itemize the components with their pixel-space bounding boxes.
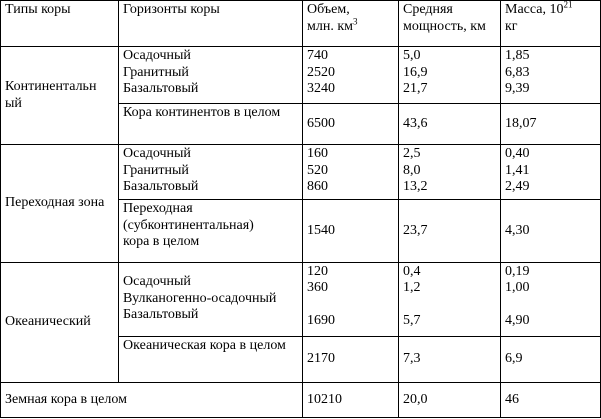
oceanic-thickness: 0,4 1,2 5,7: [399, 262, 501, 336]
continental-horizons: Осадочный Гранитный Базальтовый: [119, 47, 303, 104]
header-type: Типы коры: [1, 1, 119, 47]
transitional-total-volume: 1540: [303, 200, 399, 262]
header-thickness: Средняя мощность, км: [399, 1, 501, 47]
continental-total-thickness: 43,6: [399, 104, 501, 145]
transitional-thickness: 2,5 8,0 13,2: [399, 145, 501, 200]
transitional-mass: 0,40 1,41 2,49: [501, 145, 601, 200]
earth-total-thickness: 20,0: [399, 382, 501, 417]
oceanic-total-mass: 6,9: [501, 336, 601, 382]
continental-volumes: 740 2520 3240: [303, 47, 399, 104]
transitional-total-thickness: 23,7: [399, 200, 501, 262]
oceanic-layers-row: [1, 262, 601, 336]
header-row: [1, 1, 601, 47]
continental-type: Континентальн ый: [1, 47, 119, 145]
header-volume: Объем, млн. $км^3$: [303, 1, 399, 47]
continental-mass: 1,85 6,83 9,39: [501, 47, 601, 104]
earth-total-label: Земная кора в целом: [1, 382, 303, 417]
continental-total-mass: 18,07: [501, 104, 601, 145]
oceanic-mass: 0,19 1,00 4,90: [501, 262, 601, 336]
continental-total-label: Кора континентов в целом: [119, 104, 303, 145]
earth-total-volume: 10210: [303, 382, 399, 417]
oceanic-total-volume: 2170: [303, 336, 399, 382]
transitional-total-label: Переходная (субконтинентальная) кора в целом: [119, 200, 303, 262]
continental-total-volume: 6500: [303, 104, 399, 145]
oceanic-type: Океанический: [1, 262, 119, 382]
transitional-type: Переходная зона: [1, 145, 119, 262]
continental-thickness: 5,0 16,9 21,7: [399, 47, 501, 104]
transitional-total-mass: 4,30: [501, 200, 601, 262]
earth-total-row: [1, 382, 601, 417]
transitional-volumes: 160 520 860: [303, 145, 399, 200]
earth-total-mass: 46: [501, 382, 601, 417]
continental-layers-row: [1, 47, 601, 104]
oceanic-volumes: 120 360 1690: [303, 262, 399, 336]
transitional-layers-row: [1, 145, 601, 200]
transitional-horizons: Осадочный Гранитный Базальтовый: [119, 145, 303, 200]
oceanic-total-label: Океаническая кора в целом: [119, 336, 303, 382]
header-horizon: Горизонты коры: [119, 1, 303, 47]
oceanic-horizons: Осадочный Вулканогенно-осадочный Базальтовый: [119, 262, 303, 336]
header-mass: Масса, $10^{21}$ кг: [501, 1, 601, 47]
oceanic-total-thickness: 7,3: [399, 336, 501, 382]
